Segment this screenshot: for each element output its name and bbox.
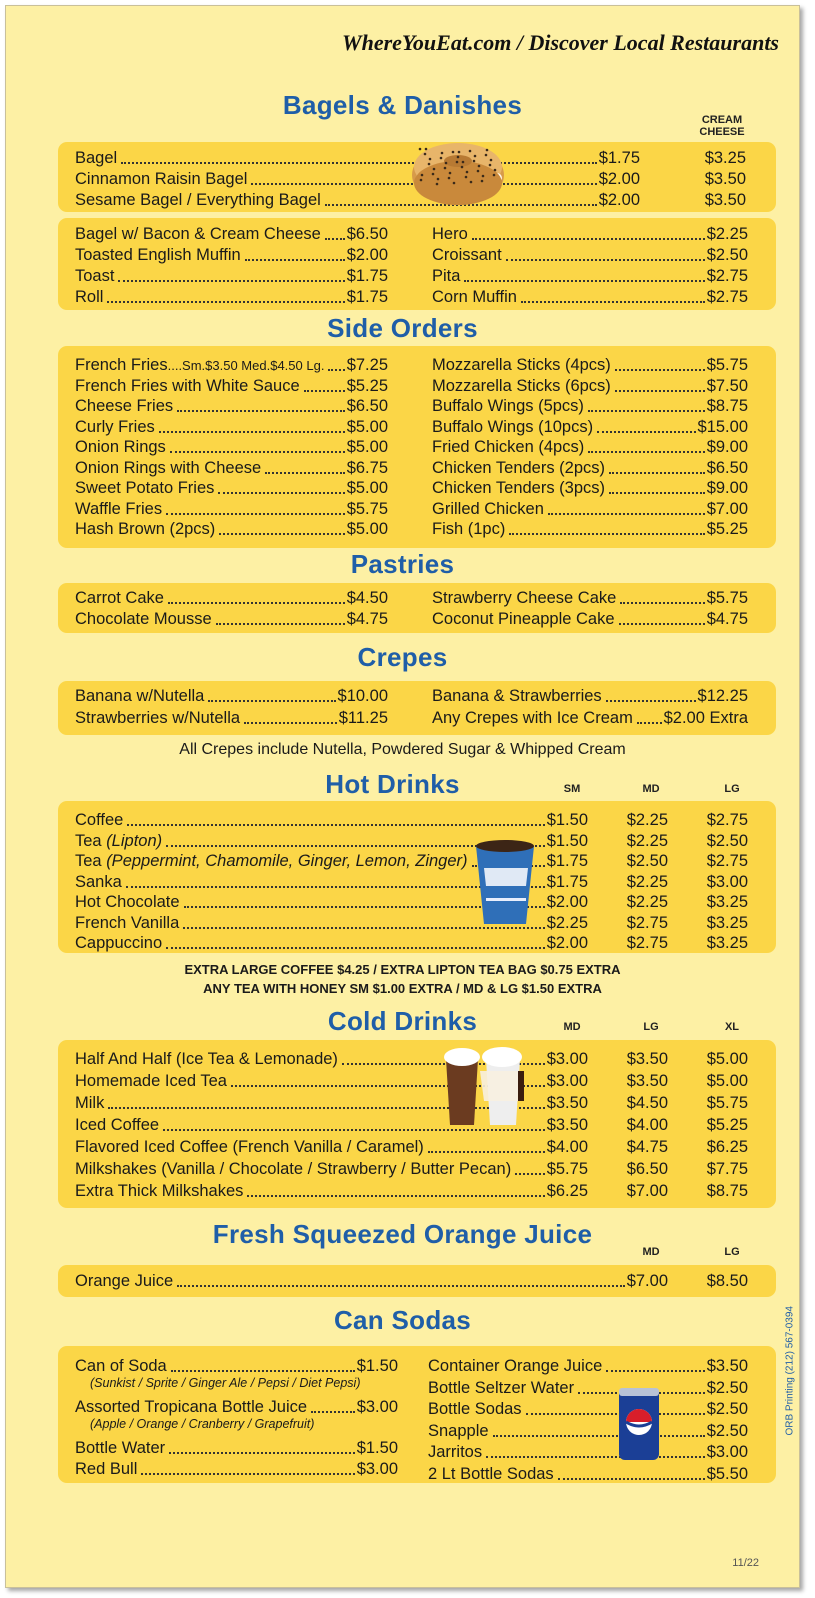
item-name-text: Any Crepes with Ice Cream <box>432 709 633 727</box>
dot-leader <box>247 1177 544 1197</box>
item-name-text: Onion Rings with Cheese <box>75 458 262 477</box>
item-price: $2.50 <box>626 852 668 870</box>
item-name-text: Fish (1pc) <box>432 520 506 538</box>
item-price: $8.50 <box>706 1272 748 1290</box>
item-name <box>432 686 604 706</box>
item-name-text: Grilled Chicken <box>432 499 544 518</box>
menu-item <box>58 708 776 728</box>
can-sodas-band <box>58 1346 776 1483</box>
site-title: WhereYouEat.com / Discover Local Restaurants <box>342 30 779 55</box>
printer-credit: ORB Printing (212) 567-0394 <box>785 1306 796 1436</box>
item-price: $5.75 <box>346 499 388 518</box>
item-name <box>432 417 595 437</box>
menu-item <box>58 1464 776 1484</box>
item-price: $3.00 <box>546 1050 588 1068</box>
item-name <box>432 609 617 629</box>
dot-leader <box>588 433 704 453</box>
pepsi-can-image <box>616 1382 662 1464</box>
menu-item <box>58 519 776 539</box>
item-name-text: 2 Lt Bottle Sodas <box>428 1464 554 1483</box>
dot-leader <box>493 1417 705 1437</box>
item-name-text: French Fries with White Sauce <box>75 376 300 395</box>
item-price: $1.50 <box>546 811 588 829</box>
dot-leader <box>609 474 705 494</box>
item-price: $1.50 <box>356 1439 398 1457</box>
item-price: $6.50 <box>346 397 388 415</box>
item-name-text: Chicken Tenders (3pcs) <box>432 479 606 497</box>
size-column-header: MD <box>563 1021 581 1033</box>
item-name-text: Banana w/Nutella <box>75 687 205 705</box>
size-prices: ....Sm.$3.50 Med.$4.50 Lg. <box>167 358 325 373</box>
item-price: $3.50 <box>706 1357 748 1375</box>
item-price: $2.25 <box>626 872 668 891</box>
item-price: $10.00 <box>337 687 388 705</box>
item-price: $6.75 <box>346 458 388 477</box>
item-name <box>432 588 618 608</box>
item-name-text: Hot Chocolate <box>75 893 180 911</box>
item-price: $3.50 <box>546 1116 588 1134</box>
dot-leader <box>609 454 705 474</box>
item-name-text: Orange Juice <box>75 1272 174 1290</box>
item-price: $2.50 <box>706 1421 748 1440</box>
menu-item <box>58 686 776 706</box>
item-name-text: Pita <box>432 267 461 285</box>
item-price: $3.00 <box>706 872 748 891</box>
item-price: $8.75 <box>706 397 748 415</box>
item-name-text: Red Bull <box>75 1460 138 1478</box>
item-subnote: (Sunkist / Sprite / Ginger Ale / Pepsi / Diet Pepsi) <box>90 1376 361 1390</box>
item-price: $5.25 <box>706 1116 748 1134</box>
item-price: $6.50 <box>706 458 748 477</box>
menu-item <box>58 1049 776 1069</box>
item-price: $5.50 <box>706 1464 748 1483</box>
hot-drinks-note: ANY TEA WITH HONEY SM $1.00 EXTRA / MD & LG $1.50 EXTRA <box>203 981 602 996</box>
item-price: $3.50 <box>704 170 746 188</box>
size-column-header: LG <box>724 1246 740 1258</box>
size-column-header: MD <box>642 783 660 795</box>
item-name-text: Extra Thick Milkshakes <box>75 1182 244 1200</box>
item-price: $5.75 <box>706 1094 748 1112</box>
item-price: $7.75 <box>706 1160 748 1178</box>
item-name-text: French Fries <box>75 356 168 374</box>
item-name-text: Chicken Tenders (2pcs) <box>432 458 606 477</box>
dot-leader <box>548 495 705 515</box>
item-name-text: Onion Rings <box>75 438 166 456</box>
item-name-text: Roll <box>75 288 104 306</box>
item-price: $7.25 <box>346 356 388 374</box>
menu-item <box>58 831 776 851</box>
item-name <box>428 1442 484 1462</box>
item-name-text: Waffle Fries <box>75 499 163 518</box>
milkshakes-image <box>440 1041 530 1127</box>
item-price: $5.00 <box>346 520 388 538</box>
item-name-text: Cappuccino <box>75 934 163 952</box>
item-name-text: Croissant <box>432 246 502 264</box>
item-price: $3.00 <box>356 1398 398 1416</box>
item-price: $2.50 <box>706 1400 748 1418</box>
item-price: $5.00 <box>706 1072 748 1090</box>
hot-drinks-band <box>58 801 776 953</box>
dot-leader <box>121 144 597 164</box>
dot-leader <box>620 584 704 604</box>
item-name <box>75 810 125 830</box>
item-name-text: Fried Chicken (4pcs) <box>432 438 585 456</box>
item-name-text: Buffalo Wings (10pcs) <box>432 417 594 436</box>
item-price: $2.00 <box>546 934 588 952</box>
section-title: Crepes <box>357 642 448 672</box>
item-name-text: Bottle Sodas <box>428 1400 522 1418</box>
item-price: $9.00 <box>706 479 748 497</box>
item-price: $2.00 <box>546 893 588 911</box>
item-name-text: Coconut Pineapple Cake <box>432 610 615 628</box>
item-price: $2.50 <box>706 246 748 264</box>
item-name <box>75 148 119 168</box>
item-name-text: Bagel <box>75 149 118 167</box>
menu-item <box>58 1159 776 1179</box>
item-price: $2.25 <box>706 225 748 243</box>
item-price: $6.25 <box>546 1182 588 1200</box>
item-name <box>428 1464 556 1484</box>
item-price: $4.75 <box>346 610 388 628</box>
dot-leader <box>127 806 544 826</box>
item-price: $1.75 <box>598 149 640 167</box>
item-name-text: Iced Coffee <box>75 1116 160 1134</box>
page-code: 11/22 <box>732 1557 759 1569</box>
item-price: $6.50 <box>626 1160 668 1178</box>
item-subnote: (Apple / Orange / Cranberry / Grapefruit) <box>90 1417 315 1431</box>
item-name-text: Banana & Strawberries <box>432 687 602 705</box>
item-name-text: Strawberries w/Nutella <box>75 709 241 727</box>
item-name-text: Toast <box>75 267 115 285</box>
size-column-header: MD <box>642 1246 660 1258</box>
item-name-text: Sesame Bagel / Everything Bagel <box>75 191 321 209</box>
item-price: $2.75 <box>626 934 668 952</box>
coffee-cup-image <box>472 838 538 928</box>
item-name-text: Sanka <box>75 872 122 891</box>
item-name <box>432 287 519 307</box>
item-name <box>75 1137 426 1157</box>
item-note: (Lipton) <box>106 831 163 850</box>
item-price: $3.25 <box>706 893 748 911</box>
item-name <box>432 458 607 478</box>
dot-leader <box>486 1438 705 1458</box>
item-price: $3.00 <box>706 1443 748 1461</box>
item-price: $1.75 <box>346 288 388 306</box>
item-price: $4.00 <box>626 1116 668 1134</box>
item-name-text: Assorted Tropicana Bottle Juice <box>75 1398 308 1416</box>
item-price: $2.75 <box>706 811 748 829</box>
item-price: $7.00 <box>626 1272 668 1290</box>
dot-leader <box>606 682 696 702</box>
item-name-text: Flavored Iced Coffee (French Vanilla / Caramel) <box>75 1138 424 1156</box>
item-name-text: Toasted English Muffin <box>75 246 241 264</box>
orange-juice-band <box>58 1265 776 1297</box>
item-name <box>75 1271 175 1291</box>
item-name <box>75 933 164 953</box>
item-name-text: Curly Fries <box>75 417 155 436</box>
item-name <box>75 872 124 892</box>
item-price: $3.00 <box>356 1460 398 1478</box>
item-price: $9.00 <box>706 438 748 456</box>
item-name-text: Bagel w/ Bacon & Cream Cheese <box>75 225 321 243</box>
item-price: $4.50 <box>626 1094 668 1112</box>
item-name <box>75 892 182 912</box>
item-name-text: Mozzarella Sticks (6pcs) <box>432 376 611 395</box>
item-price: $4.00 <box>546 1138 588 1156</box>
menu-item <box>58 1071 776 1091</box>
size-column-header: XL <box>724 1021 740 1033</box>
item-price: $2.50 <box>706 831 748 850</box>
dot-leader <box>177 1267 625 1287</box>
section-title: Can Sodas <box>333 1305 472 1335</box>
item-name-text: Corn Muffin <box>432 288 517 306</box>
item-name-text: Snapple <box>428 1421 489 1440</box>
item-price: $2.75 <box>706 288 748 306</box>
item-price: $3.25 <box>704 149 746 167</box>
item-name-text: Mozzarella Sticks (4pcs) <box>432 356 611 374</box>
item-name-text: French Vanilla <box>75 913 180 932</box>
item-name-text: Strawberry Cheese Cake <box>432 589 617 607</box>
dot-leader <box>619 605 705 625</box>
item-price: $1.50 <box>356 1357 398 1375</box>
item-name <box>75 1049 340 1069</box>
item-price: $5.75 <box>706 589 748 607</box>
hot-drinks-note: EXTRA LARGE COFFEE $4.25 / EXTRA LIPTON TEA BAG $0.75 EXTRA <box>184 962 621 977</box>
item-price: $2.00 <box>598 170 640 188</box>
item-name <box>75 1181 245 1201</box>
item-name-text: Container Orange Juice <box>428 1357 603 1375</box>
section-title: Fresh Squeezed Orange Juice <box>212 1219 593 1249</box>
item-name-text: Jarritos <box>428 1443 483 1461</box>
bagel-band-2 <box>58 218 776 310</box>
item-price: $4.75 <box>626 1138 668 1156</box>
item-name-text: Milkshakes (Vanilla / Chocolate / Strawberry / Butter Pecan) <box>75 1160 512 1178</box>
item-name-text: Bottle Seltzer Water <box>428 1378 575 1397</box>
item-price: $5.00 <box>346 479 388 497</box>
item-name-text: Chocolate Mousse <box>75 610 212 628</box>
item-price: $2.00 <box>346 246 388 264</box>
item-price: $5.75 <box>706 356 748 374</box>
item-name-text: Milk <box>75 1094 105 1112</box>
pastries-band <box>58 583 776 633</box>
item-name <box>75 1159 513 1179</box>
cream-cheese-header: CREAM CHEESE <box>699 114 745 138</box>
item-price: $3.25 <box>706 934 748 952</box>
menu-item <box>58 609 776 629</box>
item-price: $3.00 <box>546 1072 588 1090</box>
dot-leader <box>606 1352 704 1372</box>
item-price: $3.50 <box>546 1094 588 1112</box>
item-name <box>75 1071 229 1091</box>
dot-leader <box>464 262 704 282</box>
item-name <box>432 396 586 416</box>
size-column-header: SM <box>563 783 581 795</box>
item-price: $7.50 <box>706 376 748 395</box>
item-name-text: Homemade Iced Tea <box>75 1072 227 1090</box>
dot-leader <box>509 515 704 535</box>
item-price: $3.50 <box>704 191 746 209</box>
menu-item <box>58 933 776 953</box>
item-name <box>75 1093 106 1113</box>
dot-leader <box>597 413 695 433</box>
item-price: $2.25 <box>626 831 668 850</box>
item-price: $7.00 <box>706 499 748 518</box>
side-orders-band <box>58 346 776 548</box>
item-price: $2.25 <box>546 913 588 932</box>
item-name-text: Hash Brown (2pcs) <box>75 520 216 538</box>
item-name-text: Half And Half (Ice Tea & Lemonade) <box>75 1050 338 1068</box>
dot-leader <box>506 241 705 261</box>
item-price: $5.00 <box>346 438 388 456</box>
item-name-text: Buffalo Wings (5pcs) <box>432 397 584 415</box>
item-price: $5.00 <box>346 417 388 436</box>
item-price: $5.25 <box>706 520 748 538</box>
dot-leader <box>588 392 705 412</box>
item-price: $5.25 <box>346 376 388 395</box>
item-name-text: Bottle Water <box>75 1439 166 1457</box>
item-price: $1.75 <box>546 872 588 891</box>
menu-item <box>58 1271 776 1291</box>
crepes-note: All Crepes include Nutella, Powdered Sugar & Whipped Cream <box>179 741 626 758</box>
dot-leader <box>637 704 662 724</box>
item-price: $2.75 <box>626 913 668 932</box>
item-name <box>428 1421 491 1441</box>
menu-item <box>58 1181 776 1201</box>
dot-leader <box>428 1133 545 1153</box>
item-price: $3.50 <box>626 1072 668 1090</box>
item-name-text: Can of Soda <box>75 1357 167 1375</box>
item-price: $7.00 <box>626 1182 668 1200</box>
item-name-text: Carrot Cake <box>75 589 164 607</box>
item-price: $3.25 <box>706 913 748 932</box>
menu-page <box>5 5 800 1588</box>
item-name <box>432 266 462 286</box>
item-price: $4.75 <box>706 610 748 628</box>
size-column-header: LG <box>724 783 740 795</box>
item-name-text: Tea <box>75 831 107 850</box>
item-price: $2.75 <box>706 267 748 285</box>
item-price: $2.00 Extra <box>663 709 748 727</box>
item-price: $1.75 <box>346 267 388 285</box>
dot-leader <box>521 283 705 303</box>
item-name-text: Tea <box>75 852 107 870</box>
item-price: $6.50 <box>346 225 388 243</box>
item-name <box>432 224 470 244</box>
item-price: $1.75 <box>546 852 588 870</box>
item-name <box>432 355 613 375</box>
bagel-image <box>410 131 506 213</box>
menu-item <box>58 287 776 307</box>
section-title: Hot Drinks <box>325 769 460 799</box>
dot-leader <box>615 372 705 392</box>
item-name <box>432 376 613 396</box>
dot-leader <box>615 351 705 371</box>
item-name-text: Cinnamon Raisin Bagel <box>75 170 248 188</box>
section-title: Bagels & Danishes <box>282 90 523 120</box>
item-price: $2.25 <box>626 893 668 911</box>
item-price: $2.75 <box>706 852 748 870</box>
item-name <box>75 169 249 189</box>
item-note: (Peppermint, Chamomile, Ginger, Lemon, Zinger) <box>106 852 468 870</box>
item-name <box>432 708 635 728</box>
section-title: Pastries <box>350 549 455 579</box>
item-price: $2.50 <box>706 1378 748 1397</box>
section-title: Side Orders <box>327 313 478 343</box>
crepes-band <box>58 681 776 735</box>
item-price: $1.50 <box>546 831 588 850</box>
cold-drinks-band <box>58 1040 776 1208</box>
item-price: $15.00 <box>697 417 748 436</box>
item-price: $5.75 <box>546 1160 588 1178</box>
item-name-text: Sweet Potato Fries <box>75 479 215 497</box>
item-name-text: Cheese Fries <box>75 397 174 415</box>
menu-item <box>58 1115 776 1135</box>
item-name <box>75 1115 161 1135</box>
item-price: $2.25 <box>626 811 668 829</box>
item-price: $8.75 <box>706 1182 748 1200</box>
menu-item <box>58 1093 776 1113</box>
item-price: $11.25 <box>338 709 388 727</box>
dot-leader <box>472 220 705 240</box>
dot-leader <box>515 1155 545 1175</box>
item-price: $2.00 <box>598 191 640 209</box>
item-price: $12.25 <box>697 687 748 705</box>
item-name <box>75 831 164 851</box>
item-price: $6.25 <box>706 1138 748 1156</box>
item-name <box>432 437 586 457</box>
item-name <box>432 519 507 539</box>
size-column-header: LG <box>643 1021 659 1033</box>
item-price: $5.00 <box>706 1050 748 1068</box>
section-title: Cold Drinks <box>327 1006 478 1036</box>
item-name-text: Hero <box>432 225 468 243</box>
dot-leader <box>166 929 545 949</box>
item-name <box>75 190 323 210</box>
menu-item <box>58 1137 776 1157</box>
item-price: $3.50 <box>626 1050 668 1068</box>
item-name-text: Coffee <box>75 811 124 829</box>
item-price: $4.50 <box>346 589 388 607</box>
